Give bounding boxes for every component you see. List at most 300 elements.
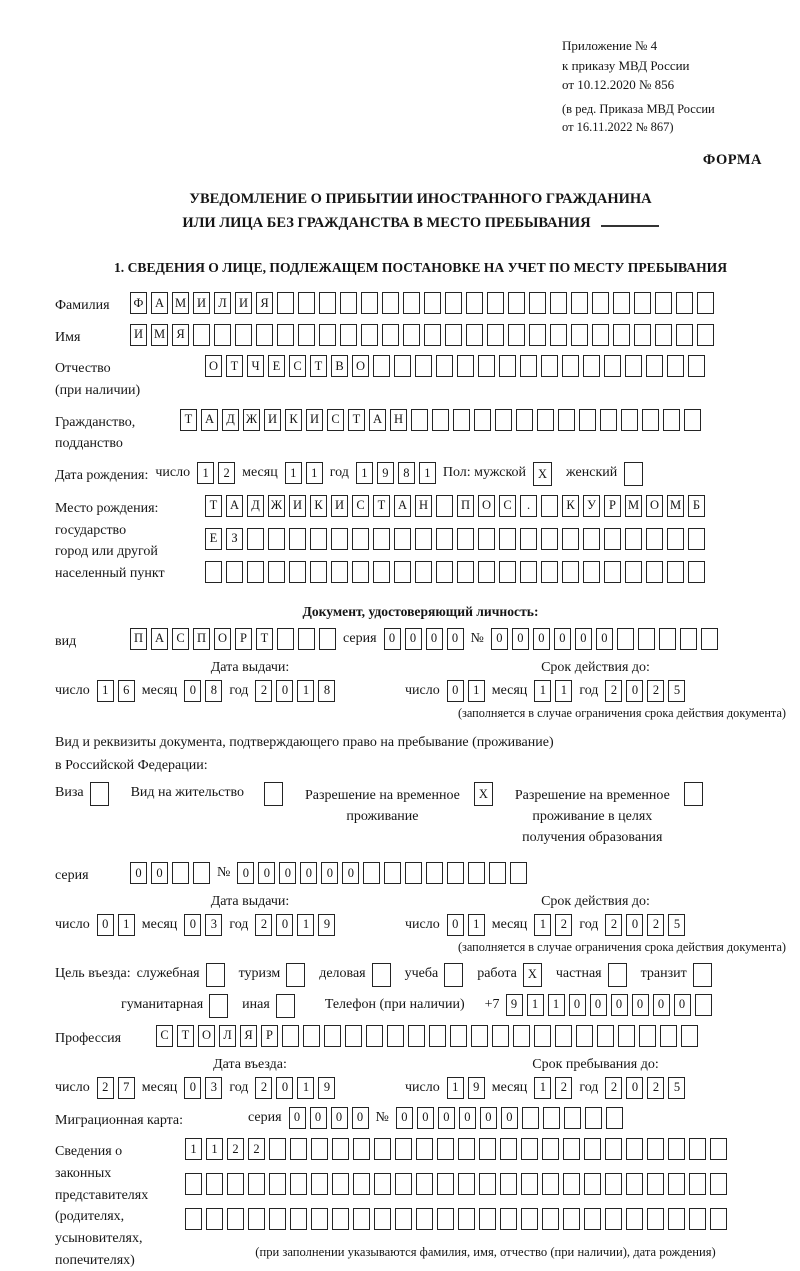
form-cell[interactable]: 0 <box>405 628 422 650</box>
checkbox-cell[interactable] <box>693 963 712 987</box>
form-cell[interactable] <box>541 561 558 583</box>
form-cell[interactable] <box>688 355 705 377</box>
form-cell[interactable]: 9 <box>377 462 394 484</box>
form-cell[interactable] <box>403 324 420 346</box>
form-cell[interactable] <box>655 292 672 314</box>
form-cell[interactable] <box>268 528 285 550</box>
form-cell[interactable] <box>639 1025 656 1047</box>
form-cell[interactable] <box>352 528 369 550</box>
checkbox-cell[interactable] <box>90 782 109 806</box>
form-cell[interactable] <box>373 528 390 550</box>
form-cell[interactable]: П <box>457 495 474 517</box>
form-cell[interactable]: 2 <box>605 914 622 936</box>
form-cell[interactable]: Я <box>240 1025 257 1047</box>
form-cell[interactable]: . <box>520 495 537 517</box>
form-cell[interactable]: О <box>214 628 231 650</box>
form-cell[interactable]: 9 <box>318 1077 335 1099</box>
form-cell[interactable] <box>193 324 210 346</box>
form-cell[interactable] <box>185 1173 202 1195</box>
form-cell[interactable]: О <box>198 1025 215 1047</box>
form-cell[interactable] <box>353 1173 370 1195</box>
form-cell[interactable]: 5 <box>668 1077 685 1099</box>
form-cell[interactable] <box>585 1107 602 1129</box>
form-cell[interactable]: 0 <box>151 862 168 884</box>
form-cell[interactable]: О <box>352 355 369 377</box>
form-cell[interactable]: 0 <box>554 628 571 650</box>
form-cell[interactable] <box>387 1025 404 1047</box>
form-cell[interactable]: 0 <box>459 1107 476 1129</box>
form-cell[interactable] <box>277 292 294 314</box>
form-cell[interactable] <box>332 1138 349 1160</box>
checkbox-cell[interactable]: X <box>533 462 552 486</box>
form-cell[interactable]: Р <box>261 1025 278 1047</box>
form-cell[interactable] <box>445 324 462 346</box>
form-cell[interactable] <box>331 561 348 583</box>
form-cell[interactable] <box>638 628 655 650</box>
form-cell[interactable] <box>520 355 537 377</box>
form-cell[interactable]: Я <box>172 324 189 346</box>
form-cell[interactable] <box>513 1025 530 1047</box>
form-cell[interactable] <box>214 324 231 346</box>
form-cell[interactable] <box>647 1208 664 1230</box>
form-cell[interactable]: Т <box>180 409 197 431</box>
form-cell[interactable] <box>542 1173 559 1195</box>
form-cell[interactable] <box>701 628 718 650</box>
form-cell[interactable]: М <box>151 324 168 346</box>
form-cell[interactable]: С <box>499 495 516 517</box>
form-cell[interactable]: О <box>478 495 495 517</box>
form-cell[interactable] <box>395 1138 412 1160</box>
form-cell[interactable]: 0 <box>417 1107 434 1129</box>
form-cell[interactable] <box>269 1208 286 1230</box>
form-cell[interactable]: Е <box>205 528 222 550</box>
form-cell[interactable] <box>382 324 399 346</box>
form-cell[interactable] <box>710 1138 727 1160</box>
form-cell[interactable] <box>415 355 432 377</box>
form-cell[interactable]: 2 <box>255 1077 272 1099</box>
form-cell[interactable] <box>479 1173 496 1195</box>
form-cell[interactable]: П <box>130 628 147 650</box>
form-cell[interactable]: 0 <box>596 628 613 650</box>
form-cell[interactable]: Т <box>226 355 243 377</box>
form-cell[interactable]: Р <box>235 628 252 650</box>
form-cell[interactable] <box>558 409 575 431</box>
form-cell[interactable] <box>605 1208 622 1230</box>
form-cell[interactable] <box>289 561 306 583</box>
title-blank-underline[interactable] <box>601 213 659 227</box>
form-cell[interactable]: 0 <box>342 862 359 884</box>
form-cell[interactable]: И <box>130 324 147 346</box>
form-cell[interactable]: 1 <box>527 994 544 1016</box>
form-cell[interactable] <box>681 1025 698 1047</box>
form-cell[interactable]: 0 <box>674 994 691 1016</box>
form-cell[interactable] <box>248 1173 265 1195</box>
form-cell[interactable] <box>395 1173 412 1195</box>
form-cell[interactable] <box>277 628 294 650</box>
form-cell[interactable] <box>332 1173 349 1195</box>
form-cell[interactable] <box>579 409 596 431</box>
form-cell[interactable] <box>562 561 579 583</box>
form-cell[interactable]: 1 <box>356 462 373 484</box>
form-cell[interactable] <box>458 1173 475 1195</box>
form-cell[interactable] <box>684 409 701 431</box>
form-cell[interactable]: 7 <box>118 1077 135 1099</box>
form-cell[interactable]: 1 <box>285 462 302 484</box>
form-cell[interactable]: 0 <box>276 680 293 702</box>
form-cell[interactable] <box>676 292 693 314</box>
form-cell[interactable] <box>710 1208 727 1230</box>
form-cell[interactable]: 1 <box>306 462 323 484</box>
form-cell[interactable] <box>584 1138 601 1160</box>
form-cell[interactable] <box>688 561 705 583</box>
form-cell[interactable] <box>655 324 672 346</box>
form-cell[interactable] <box>332 1208 349 1230</box>
form-cell[interactable] <box>450 1025 467 1047</box>
form-cell[interactable]: 1 <box>118 914 135 936</box>
form-cell[interactable]: У <box>583 495 600 517</box>
form-cell[interactable]: И <box>193 292 210 314</box>
form-cell[interactable]: А <box>201 409 218 431</box>
form-cell[interactable]: 2 <box>555 1077 572 1099</box>
form-cell[interactable] <box>319 324 336 346</box>
form-cell[interactable]: С <box>156 1025 173 1047</box>
form-cell[interactable] <box>663 409 680 431</box>
form-cell[interactable]: 2 <box>255 680 272 702</box>
form-cell[interactable] <box>660 1025 677 1047</box>
form-cell[interactable] <box>492 1025 509 1047</box>
form-cell[interactable]: 0 <box>237 862 254 884</box>
form-cell[interactable] <box>405 862 422 884</box>
form-cell[interactable] <box>193 862 210 884</box>
checkbox-cell[interactable] <box>624 462 643 486</box>
form-cell[interactable] <box>361 324 378 346</box>
form-cell[interactable] <box>592 324 609 346</box>
form-cell[interactable]: 0 <box>258 862 275 884</box>
form-cell[interactable] <box>374 1208 391 1230</box>
form-cell[interactable] <box>659 628 676 650</box>
form-cell[interactable]: 2 <box>605 1077 622 1099</box>
form-cell[interactable] <box>667 528 684 550</box>
form-cell[interactable] <box>437 1138 454 1160</box>
form-cell[interactable]: Р <box>604 495 621 517</box>
form-cell[interactable] <box>487 292 504 314</box>
form-cell[interactable] <box>458 1138 475 1160</box>
checkbox-cell[interactable] <box>444 963 463 987</box>
form-cell[interactable] <box>647 1173 664 1195</box>
form-cell[interactable] <box>710 1173 727 1195</box>
form-cell[interactable] <box>625 355 642 377</box>
form-cell[interactable] <box>487 324 504 346</box>
form-cell[interactable]: 0 <box>438 1107 455 1129</box>
form-cell[interactable]: И <box>306 409 323 431</box>
form-cell[interactable] <box>613 324 630 346</box>
form-cell[interactable] <box>605 1173 622 1195</box>
form-cell[interactable]: 9 <box>506 994 523 1016</box>
form-cell[interactable] <box>667 355 684 377</box>
form-cell[interactable]: Т <box>310 355 327 377</box>
form-cell[interactable]: 2 <box>605 680 622 702</box>
form-cell[interactable] <box>429 1025 446 1047</box>
form-cell[interactable] <box>541 495 558 517</box>
form-cell[interactable]: С <box>352 495 369 517</box>
form-cell[interactable] <box>600 409 617 431</box>
form-cell[interactable] <box>206 1208 223 1230</box>
form-cell[interactable] <box>680 628 697 650</box>
form-cell[interactable] <box>384 862 401 884</box>
form-cell[interactable]: Т <box>256 628 273 650</box>
form-cell[interactable] <box>542 1138 559 1160</box>
form-cell[interactable]: Д <box>222 409 239 431</box>
form-cell[interactable]: 0 <box>491 628 508 650</box>
form-cell[interactable]: Н <box>390 409 407 431</box>
form-cell[interactable]: Ф <box>130 292 147 314</box>
form-cell[interactable] <box>634 324 651 346</box>
form-cell[interactable] <box>458 1208 475 1230</box>
form-cell[interactable] <box>227 1208 244 1230</box>
form-cell[interactable] <box>542 1208 559 1230</box>
form-cell[interactable]: 3 <box>205 1077 222 1099</box>
form-cell[interactable]: 0 <box>300 862 317 884</box>
form-cell[interactable] <box>606 1107 623 1129</box>
form-cell[interactable] <box>172 862 189 884</box>
form-cell[interactable] <box>298 628 315 650</box>
form-cell[interactable] <box>282 1025 299 1047</box>
form-cell[interactable]: 0 <box>331 1107 348 1129</box>
form-cell[interactable]: 2 <box>227 1138 244 1160</box>
form-cell[interactable]: К <box>562 495 579 517</box>
form-cell[interactable] <box>520 561 537 583</box>
form-cell[interactable] <box>424 292 441 314</box>
form-cell[interactable] <box>646 355 663 377</box>
form-cell[interactable] <box>290 1173 307 1195</box>
form-cell[interactable]: 2 <box>218 462 235 484</box>
form-cell[interactable]: 8 <box>398 462 415 484</box>
form-cell[interactable] <box>298 324 315 346</box>
form-cell[interactable] <box>667 561 684 583</box>
form-cell[interactable] <box>499 528 516 550</box>
form-cell[interactable]: М <box>625 495 642 517</box>
form-cell[interactable] <box>564 1107 581 1129</box>
form-cell[interactable]: 2 <box>647 680 664 702</box>
form-cell[interactable]: И <box>264 409 281 431</box>
form-cell[interactable] <box>436 528 453 550</box>
form-cell[interactable]: 2 <box>647 1077 664 1099</box>
form-cell[interactable]: Л <box>214 292 231 314</box>
form-cell[interactable]: И <box>289 495 306 517</box>
form-cell[interactable] <box>584 1173 601 1195</box>
form-cell[interactable]: Б <box>688 495 705 517</box>
form-cell[interactable] <box>247 561 264 583</box>
form-cell[interactable] <box>478 561 495 583</box>
form-cell[interactable] <box>510 862 527 884</box>
form-cell[interactable] <box>617 628 634 650</box>
form-cell[interactable]: 1 <box>447 1077 464 1099</box>
form-cell[interactable] <box>571 292 588 314</box>
form-cell[interactable] <box>583 561 600 583</box>
form-cell[interactable]: 0 <box>626 680 643 702</box>
form-cell[interactable]: А <box>151 292 168 314</box>
form-cell[interactable] <box>374 1138 391 1160</box>
form-cell[interactable] <box>310 561 327 583</box>
form-cell[interactable]: 9 <box>318 914 335 936</box>
form-cell[interactable] <box>268 561 285 583</box>
form-cell[interactable]: 2 <box>555 914 572 936</box>
form-cell[interactable] <box>668 1173 685 1195</box>
form-cell[interactable] <box>537 409 554 431</box>
form-cell[interactable]: 0 <box>396 1107 413 1129</box>
form-cell[interactable]: О <box>205 355 222 377</box>
form-cell[interactable] <box>394 561 411 583</box>
form-cell[interactable] <box>394 528 411 550</box>
form-cell[interactable] <box>500 1138 517 1160</box>
form-cell[interactable]: Л <box>219 1025 236 1047</box>
form-cell[interactable]: 1 <box>548 994 565 1016</box>
form-cell[interactable] <box>562 528 579 550</box>
form-cell[interactable] <box>311 1173 328 1195</box>
form-cell[interactable]: И <box>331 495 348 517</box>
form-cell[interactable]: 1 <box>419 462 436 484</box>
form-cell[interactable]: 0 <box>130 862 147 884</box>
form-cell[interactable] <box>361 292 378 314</box>
checkbox-cell[interactable]: X <box>523 963 542 987</box>
form-cell[interactable] <box>466 324 483 346</box>
form-cell[interactable]: 0 <box>569 994 586 1016</box>
form-cell[interactable] <box>247 528 264 550</box>
form-cell[interactable] <box>508 324 525 346</box>
form-cell[interactable]: А <box>369 409 386 431</box>
form-cell[interactable] <box>543 1107 560 1129</box>
form-cell[interactable] <box>550 292 567 314</box>
form-cell[interactable]: Ж <box>243 409 260 431</box>
form-cell[interactable] <box>516 409 533 431</box>
form-cell[interactable]: 6 <box>118 680 135 702</box>
form-cell[interactable]: 9 <box>468 1077 485 1099</box>
form-cell[interactable] <box>471 1025 488 1047</box>
form-cell[interactable] <box>550 324 567 346</box>
form-cell[interactable] <box>394 355 411 377</box>
form-cell[interactable] <box>436 561 453 583</box>
form-cell[interactable]: 0 <box>447 914 464 936</box>
form-cell[interactable] <box>499 561 516 583</box>
form-cell[interactable] <box>340 292 357 314</box>
form-cell[interactable]: И <box>235 292 252 314</box>
form-cell[interactable]: 1 <box>468 680 485 702</box>
form-cell[interactable] <box>373 355 390 377</box>
form-cell[interactable] <box>495 409 512 431</box>
form-cell[interactable]: А <box>151 628 168 650</box>
form-cell[interactable]: 2 <box>97 1077 114 1099</box>
checkbox-cell[interactable] <box>206 963 225 987</box>
form-cell[interactable] <box>352 561 369 583</box>
form-cell[interactable]: 0 <box>184 1077 201 1099</box>
form-cell[interactable] <box>403 292 420 314</box>
form-cell[interactable] <box>626 1208 643 1230</box>
form-cell[interactable]: 1 <box>197 462 214 484</box>
form-cell[interactable] <box>479 1138 496 1160</box>
form-cell[interactable] <box>416 1173 433 1195</box>
form-cell[interactable] <box>626 1173 643 1195</box>
form-cell[interactable]: 0 <box>384 628 401 650</box>
checkbox-cell[interactable] <box>276 994 295 1018</box>
form-cell[interactable]: Е <box>268 355 285 377</box>
form-cell[interactable] <box>563 1138 580 1160</box>
form-cell[interactable]: 0 <box>310 1107 327 1129</box>
form-cell[interactable] <box>269 1173 286 1195</box>
form-cell[interactable]: 8 <box>318 680 335 702</box>
form-cell[interactable] <box>562 355 579 377</box>
checkbox-cell[interactable] <box>608 963 627 987</box>
form-cell[interactable] <box>437 1208 454 1230</box>
form-cell[interactable] <box>437 1173 454 1195</box>
form-cell[interactable]: 0 <box>512 628 529 650</box>
form-cell[interactable] <box>508 292 525 314</box>
form-cell[interactable]: 2 <box>248 1138 265 1160</box>
form-cell[interactable] <box>416 1138 433 1160</box>
form-cell[interactable] <box>324 1025 341 1047</box>
form-cell[interactable] <box>340 324 357 346</box>
form-cell[interactable] <box>697 292 714 314</box>
form-cell[interactable] <box>647 1138 664 1160</box>
form-cell[interactable] <box>555 1025 572 1047</box>
form-cell[interactable] <box>592 292 609 314</box>
form-cell[interactable] <box>521 1208 538 1230</box>
form-cell[interactable] <box>311 1208 328 1230</box>
form-cell[interactable]: 0 <box>447 628 464 650</box>
form-cell[interactable] <box>474 409 491 431</box>
form-cell[interactable] <box>311 1138 328 1160</box>
form-cell[interactable]: 0 <box>590 994 607 1016</box>
form-cell[interactable] <box>479 1208 496 1230</box>
form-cell[interactable] <box>363 862 380 884</box>
form-cell[interactable] <box>625 528 642 550</box>
form-cell[interactable] <box>457 355 474 377</box>
form-cell[interactable] <box>646 561 663 583</box>
form-cell[interactable] <box>668 1138 685 1160</box>
form-cell[interactable] <box>689 1208 706 1230</box>
form-cell[interactable] <box>277 324 294 346</box>
form-cell[interactable] <box>563 1173 580 1195</box>
form-cell[interactable] <box>697 324 714 346</box>
form-cell[interactable]: 8 <box>205 680 222 702</box>
form-cell[interactable]: 1 <box>534 914 551 936</box>
form-cell[interactable]: 1 <box>97 680 114 702</box>
form-cell[interactable] <box>432 409 449 431</box>
form-cell[interactable] <box>303 1025 320 1047</box>
form-cell[interactable] <box>205 561 222 583</box>
form-cell[interactable]: 0 <box>289 1107 306 1129</box>
form-cell[interactable]: 0 <box>447 680 464 702</box>
form-cell[interactable]: 0 <box>533 628 550 650</box>
form-cell[interactable] <box>689 1173 706 1195</box>
form-cell[interactable]: 1 <box>185 1138 202 1160</box>
form-cell[interactable] <box>576 1025 593 1047</box>
form-cell[interactable] <box>520 528 537 550</box>
form-cell[interactable]: К <box>285 409 302 431</box>
form-cell[interactable]: А <box>394 495 411 517</box>
form-cell[interactable] <box>345 1025 362 1047</box>
form-cell[interactable]: С <box>172 628 189 650</box>
form-cell[interactable] <box>583 355 600 377</box>
form-cell[interactable] <box>500 1208 517 1230</box>
form-cell[interactable]: 1 <box>206 1138 223 1160</box>
form-cell[interactable]: П <box>193 628 210 650</box>
form-cell[interactable]: Д <box>247 495 264 517</box>
form-cell[interactable]: С <box>327 409 344 431</box>
form-cell[interactable] <box>310 528 327 550</box>
form-cell[interactable]: 0 <box>653 994 670 1016</box>
form-cell[interactable] <box>583 528 600 550</box>
form-cell[interactable] <box>290 1138 307 1160</box>
